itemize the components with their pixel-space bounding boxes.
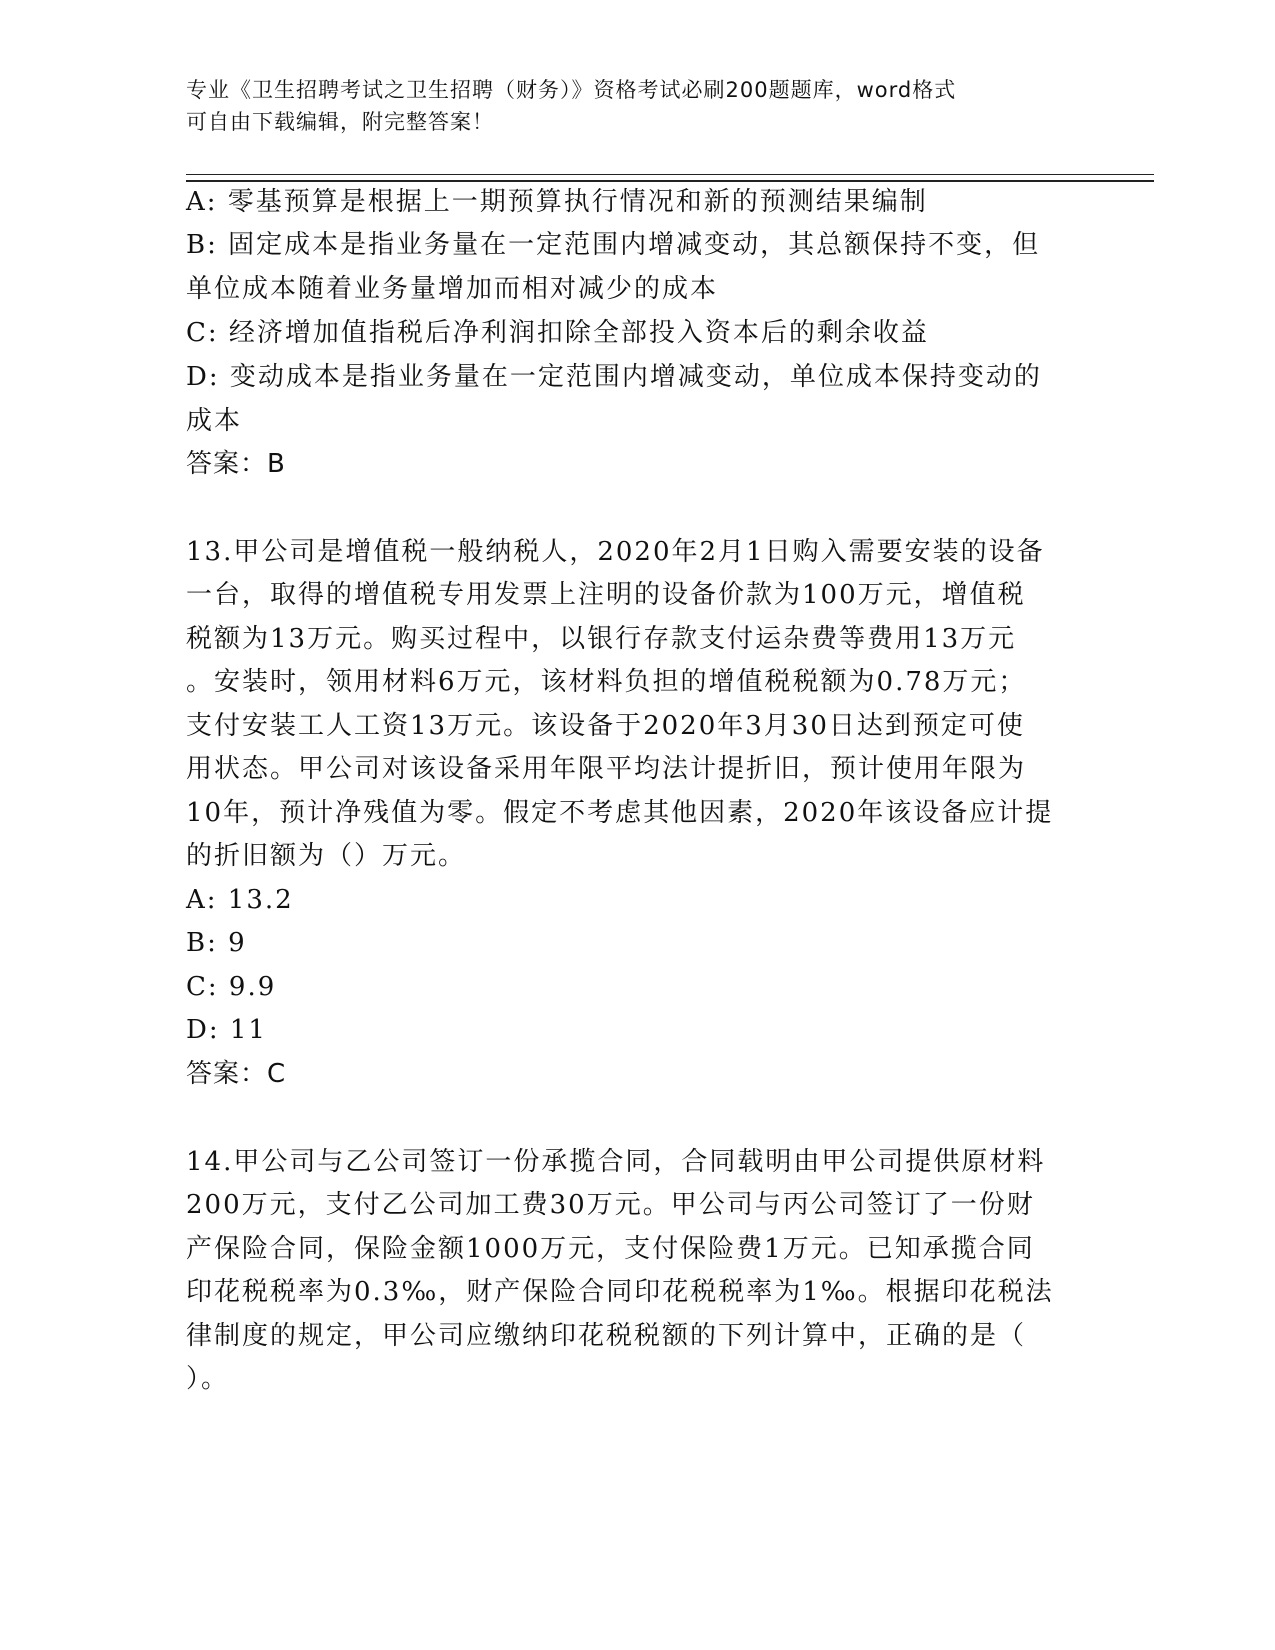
q12-option-d-line-1: D: 变动成本是指业务量在一定范围内增减变动，单位成本保持变动的 bbox=[186, 362, 1042, 392]
q13-answer: 答案：C bbox=[186, 1059, 287, 1089]
q13-option-b: B: 9 bbox=[186, 928, 247, 958]
q13-option-d: D: 11 bbox=[186, 1015, 267, 1045]
q13-option-c: C: 9.9 bbox=[186, 972, 277, 1002]
q13-stem-line: 。安装时，领用材料6万元，该材料负担的增值税税额为0.78万元； bbox=[186, 667, 1027, 697]
header-line-2: 可自由下载编辑，附完整答案！ bbox=[186, 110, 494, 134]
q12-option-b-line-1: B: 固定成本是指业务量在一定范围内增减变动，其总额保持不变，但 bbox=[186, 230, 1041, 260]
q12-option-b-line-2: 单位成本随着业务量增加而相对减少的成本 bbox=[186, 274, 719, 304]
q13-stem-line: 用状态。甲公司对该设备采用年限平均法计提折旧，预计使用年限为 bbox=[186, 754, 1027, 784]
q14-stem-line: 产保险合同，保险金额1000万元，支付保险费1万元。已知承揽合同 bbox=[186, 1234, 1035, 1264]
q13-stem-line: 13.甲公司是增值税一般纳税人，2020年2月1日购入需要安装的设备 bbox=[186, 537, 1045, 567]
q13-stem-line: 支付安装工人工资13万元。该设备于2020年3月30日达到预定可使 bbox=[186, 711, 1025, 741]
q13-stem-line: 的折旧额为（）万元。 bbox=[186, 841, 467, 871]
q14-stem-line: 印花税税率为0.3‰，财产保险合同印花税税率为1‰。根据印花税法 bbox=[186, 1277, 1054, 1307]
q12-option-d-line-2: 成本 bbox=[186, 406, 243, 436]
q12-option-a: A: 零基预算是根据上一期预算执行情况和新的预测结果编制 bbox=[186, 187, 928, 217]
q13-stem-line: 税额为13万元。购买过程中，以银行存款支付运杂费等费用13万元 bbox=[186, 624, 1017, 654]
q14-stem-line: 14.甲公司与乙公司签订一份承揽合同，合同载明由甲公司提供原材料 bbox=[186, 1147, 1046, 1177]
q14-stem-line: 200万元，支付乙公司加工费30万元。甲公司与丙公司签订了一份财 bbox=[186, 1190, 1035, 1220]
header-line-1: 专业《卫生招聘考试之卫生招聘（财务）》资格考试必刷200题题库，word格式 bbox=[186, 78, 957, 102]
q12-answer: 答案：B bbox=[186, 449, 286, 479]
q12-option-c: C: 经济增加值指税后净利润扣除全部投入资本后的剩余收益 bbox=[186, 318, 929, 348]
q13-option-a: A: 13.2 bbox=[186, 885, 294, 915]
q14-stem-line: 律制度的规定，甲公司应缴纳印花税税额的下列计算中，正确的是（ bbox=[186, 1321, 1027, 1351]
q13-stem-line: 10年，预计净残值为零。假定不考虑其他因素，2020年该设备应计提 bbox=[186, 798, 1054, 828]
header-divider bbox=[186, 174, 1154, 182]
q13-stem-line: 一台，取得的增值税专用发票上注明的设备价款为100万元，增值税 bbox=[186, 580, 1026, 610]
document-header bbox=[186, 74, 1086, 138]
q14-stem-line: ）。 bbox=[186, 1364, 230, 1394]
